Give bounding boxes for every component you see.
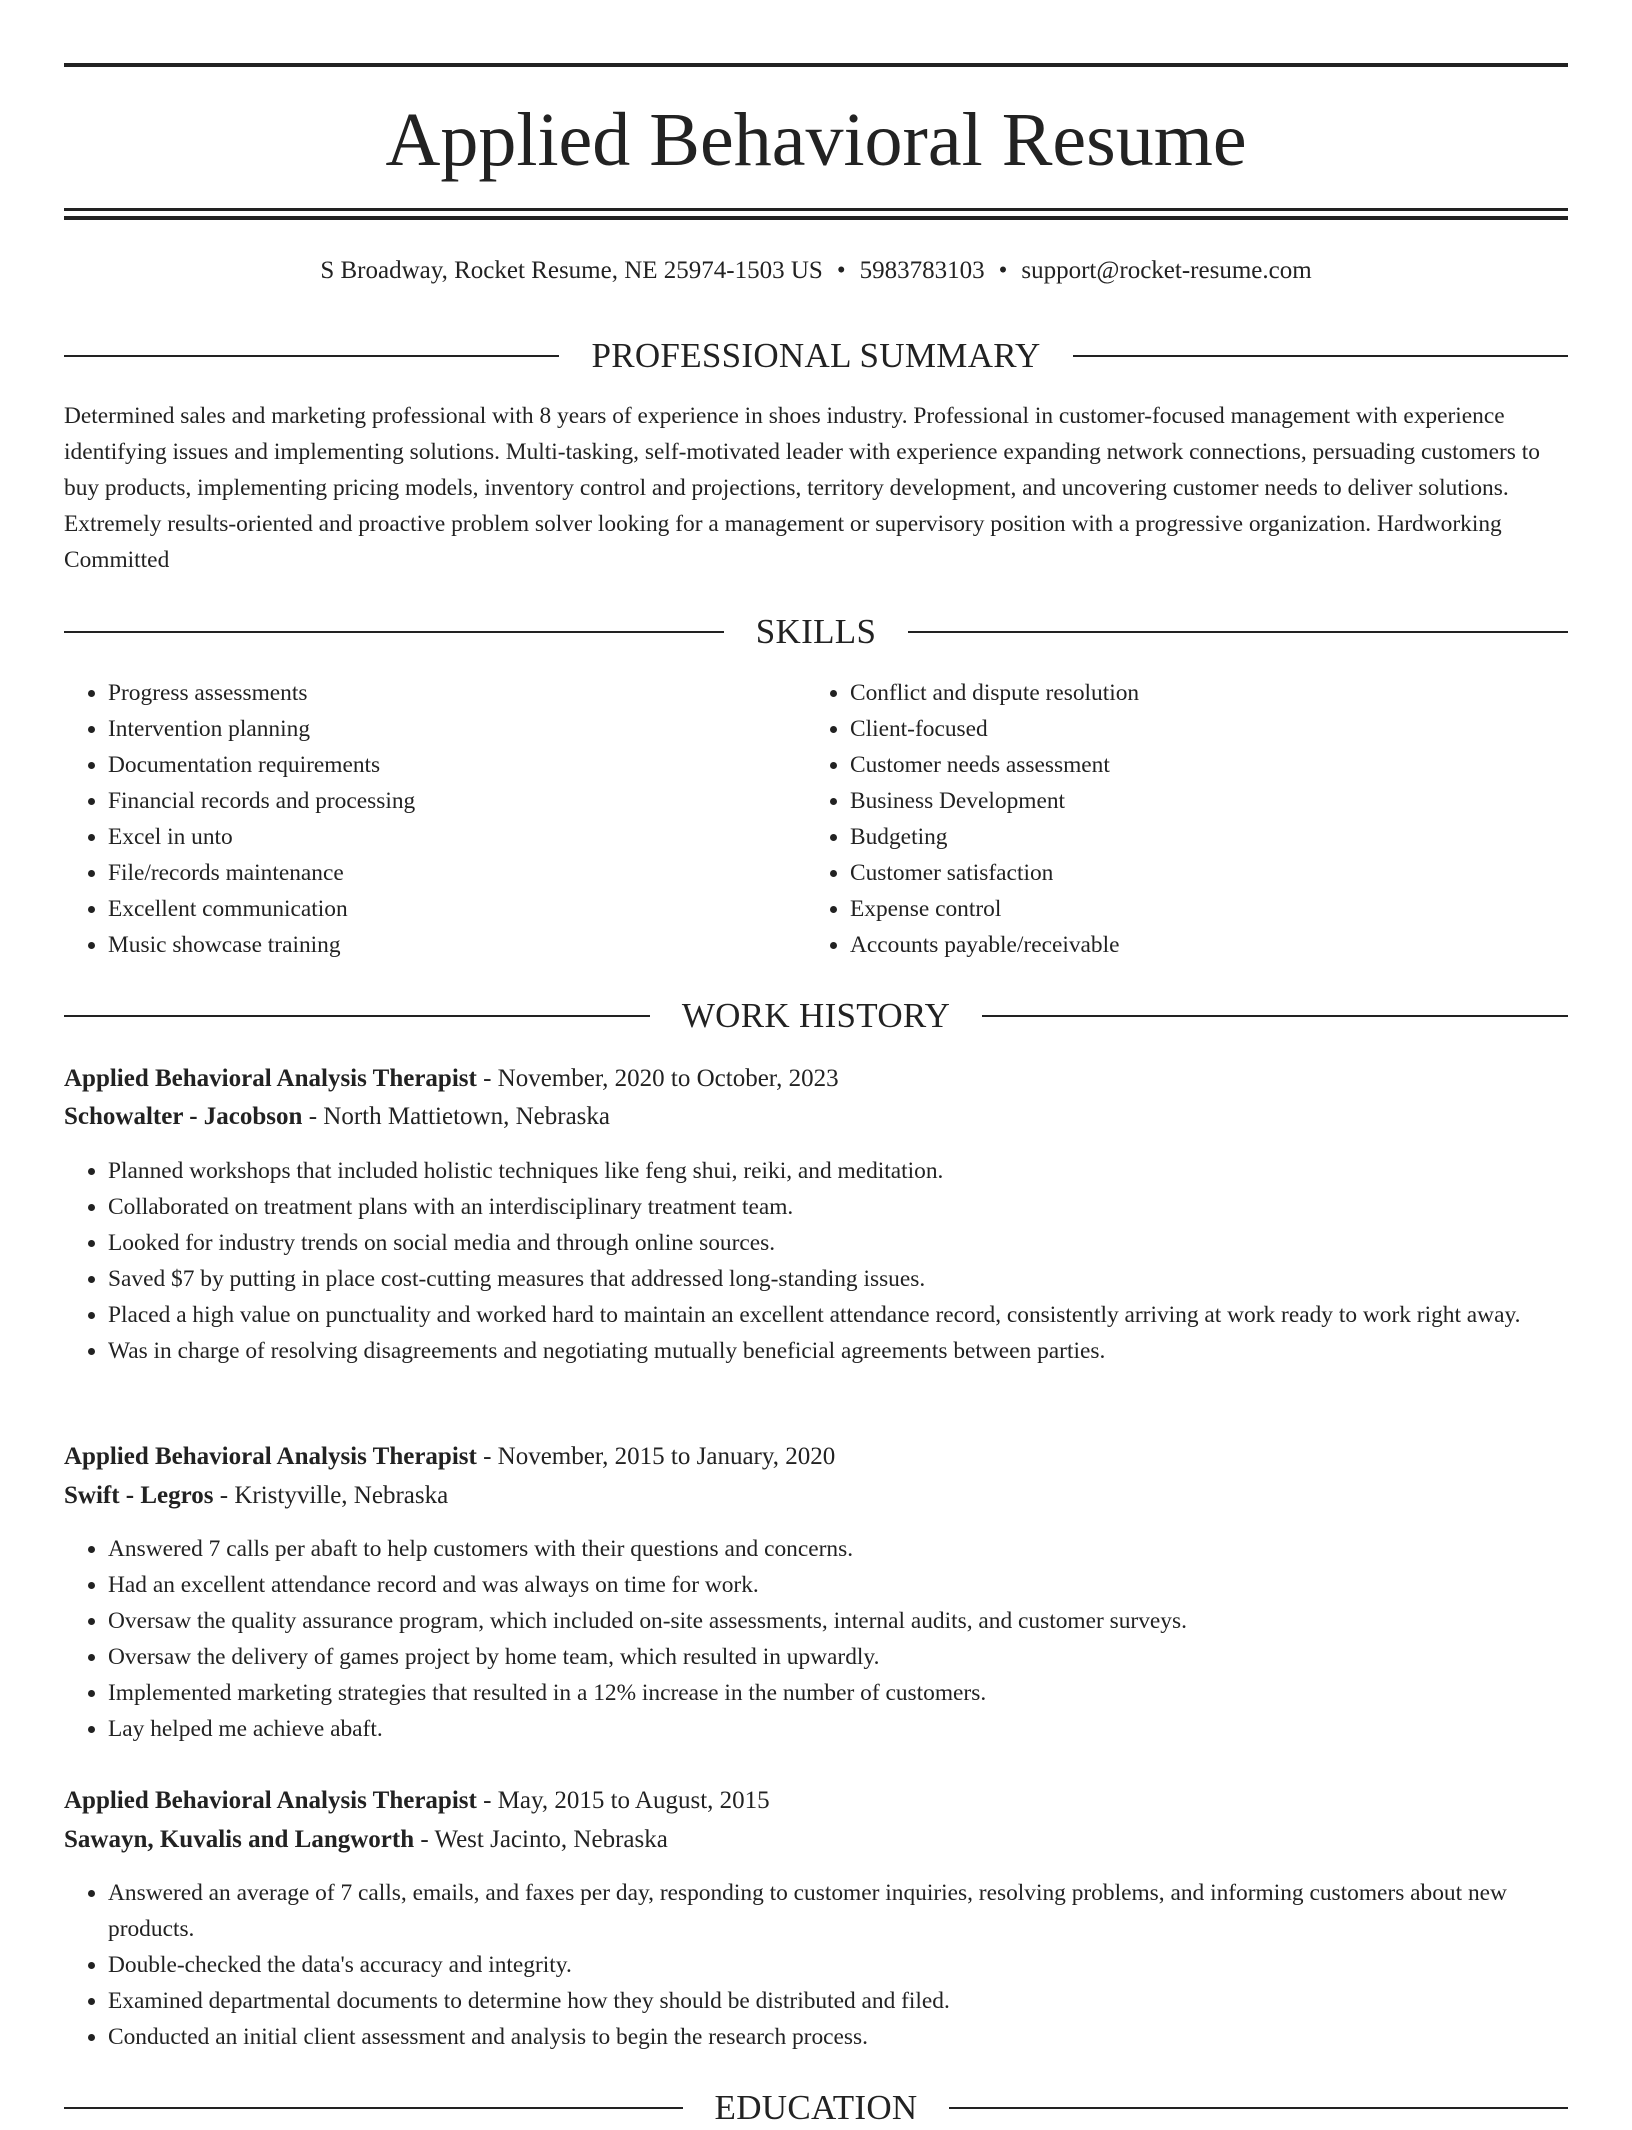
skill-item: • Accounts payable/receivable: [850, 927, 1506, 963]
skill-item: • Customer satisfaction: [850, 855, 1506, 891]
top-rule: [64, 63, 1568, 67]
skills-list-left: [64, 675, 764, 963]
job-title: Applied Behavioral Analysis Therapist: [64, 1443, 477, 1470]
skill-item: • Documentation requirements: [108, 747, 764, 783]
job-bullet: • Answered 7 calls per abaft to help customers with their questions and concerns.: [108, 1531, 1568, 1567]
skill-item: • Excellent communication: [108, 891, 764, 927]
heading-rule: [64, 1015, 650, 1017]
job-bullets: [64, 1153, 1568, 1369]
skill-item: • Excel in unto: [108, 819, 764, 855]
job-bullets: [64, 1875, 1568, 2055]
skills-heading: [64, 610, 1568, 654]
skill-item: • Client-focused: [850, 711, 1506, 747]
job-dates: November, 2020 to October, 2023: [497, 1065, 839, 1092]
job-bullets: [64, 1531, 1568, 1747]
job-bullet: • Double-checked the data's accuracy and integrity.: [108, 1947, 1568, 1983]
job-bullet: • Oversaw the quality assurance program, which included on-site assessments, internal audits, and customer surveys.: [108, 1603, 1568, 1639]
job-bullet: • Planned workshops that included holistic techniques like feng shui, reiki, and meditation.: [108, 1153, 1568, 1189]
job-bullet: • Answered an average of 7 calls, emails, and faxes per day, responding to customer inquiries, resolving problems, and informing customers about new products.: [108, 1875, 1568, 1947]
contact-separator: •: [998, 257, 1008, 284]
skill-item: • Budgeting: [850, 819, 1506, 855]
heading-rule: [982, 1015, 1568, 1017]
summary-heading-label: PROFESSIONAL SUMMARY: [591, 336, 1041, 375]
job-company: Schowalter - Jacobson: [64, 1103, 303, 1130]
summary-heading: [64, 334, 1568, 378]
job-location: West Jacinto, Nebraska: [434, 1826, 668, 1853]
skill-item: • Financial records and processing: [108, 783, 764, 819]
job-dates: May, 2015 to August, 2015: [497, 1787, 770, 1814]
job-title: Applied Behavioral Analysis Therapist: [64, 1787, 477, 1814]
heading-rule: [949, 2107, 1568, 2109]
heading-rule: [1073, 355, 1568, 357]
heading-rule: [64, 355, 559, 357]
heading-rule: [64, 2107, 683, 2109]
skills-column-left: [64, 675, 764, 963]
skills-column-right: [806, 675, 1506, 963]
job-company-line: Sawayn, Kuvalis and Langworth - West Jacinto, Nebraska: [64, 1826, 668, 1853]
skill-item: • Conflict and dispute resolution: [850, 675, 1506, 711]
skill-item: • Expense control: [850, 891, 1506, 927]
job-bullet: • Had an excellent attendance record and was always on time for work.: [108, 1567, 1568, 1603]
skill-item: • Customer needs assessment: [850, 747, 1506, 783]
skills-list-right: [806, 675, 1506, 963]
job-bullet: • Conducted an initial client assessment and analysis to begin the research process.: [108, 2019, 1568, 2055]
contact-separator: •: [836, 257, 846, 284]
education-heading-label: EDUCATION: [714, 2088, 918, 2127]
skill-item: • Music showcase training: [108, 927, 764, 963]
skill-item: • Business Development: [850, 783, 1506, 819]
skill-item: • Intervention planning: [108, 711, 764, 747]
heading-rule: [908, 631, 1568, 633]
job-bullet: • Saved $7 by putting in place cost-cutting measures that addressed long-standing issues.: [108, 1261, 1568, 1297]
job-bullet: • Placed a high value on punctuality and worked hard to maintain an excellent attendance record, consistently arriving at work ready to work right away.: [108, 1297, 1568, 1333]
job-company-line: Schowalter - Jacobson - North Mattietown, Nebraska: [64, 1103, 610, 1130]
job-location: Kristyville, Nebraska: [234, 1482, 449, 1509]
resume-name: Applied Behavioral Resume: [385, 98, 1247, 182]
job-bullet: • Oversaw the delivery of games project by home team, which resulted in upwardly.: [108, 1639, 1568, 1675]
work-heading-label: WORK HISTORY: [681, 996, 951, 1035]
job-title: Applied Behavioral Analysis Therapist: [64, 1065, 477, 1092]
summary-text: Determined sales and marketing professional with 8 years of experience in shoes industry. Professional in customer-focused management with experience identifying issues and implementing solutions. Multi-tasking, self-motivated leader with experience expanding network connections, persuading customers to buy products, implementing pricing models, inventory control and projections, territory development, and uncovering customer needs to deliver solutions. Extremely results-oriented and proactive problem solver looking for a management or supervisory position with a progressive organization. Hardworking Committed: [64, 403, 1540, 573]
job-dates: November, 2015 to January, 2020: [497, 1443, 836, 1470]
job-title-line: Applied Behavioral Analysis Therapist - November, 2020 to October, 2023: [64, 1065, 839, 1092]
contact-email: support@rocket-resume.com: [1021, 257, 1312, 284]
job-company: Swift - Legros: [64, 1482, 214, 1509]
job-bullet: • Lay helped me achieve abaft.: [108, 1711, 1568, 1747]
job-company-line: Swift - Legros - Kristyville, Nebraska: [64, 1482, 449, 1509]
contact-line: [64, 254, 1568, 288]
skill-item: • Progress assessments: [108, 675, 764, 711]
name-rule-thin: [64, 208, 1568, 211]
name-rule-thick: [64, 216, 1568, 220]
job-bullet: • Implemented marketing strategies that resulted in a 12% increase in the number of customers.: [108, 1675, 1568, 1711]
job-title-line: Applied Behavioral Analysis Therapist - May, 2015 to August, 2015: [64, 1787, 770, 1814]
skill-item: • File/records maintenance: [108, 855, 764, 891]
job-bullet: • Was in charge of resolving disagreements and negotiating mutually beneficial agreements between parties.: [108, 1333, 1568, 1369]
education-heading: [64, 2086, 1568, 2130]
heading-rule: [64, 631, 724, 633]
job-title-line: Applied Behavioral Analysis Therapist - November, 2015 to January, 2020: [64, 1443, 836, 1470]
job-bullet: • Collaborated on treatment plans with an interdisciplinary treatment team.: [108, 1189, 1568, 1225]
skills-heading-label: SKILLS: [755, 612, 877, 651]
work-heading: [64, 994, 1568, 1038]
job-bullet: • Examined departmental documents to determine how they should be distributed and filed.: [108, 1983, 1568, 2019]
job-location: North Mattietown, Nebraska: [323, 1103, 610, 1130]
contact-phone: 5983783103: [859, 257, 985, 284]
job-company: Sawayn, Kuvalis and Langworth: [64, 1826, 415, 1853]
job-bullet: • Looked for industry trends on social media and through online sources.: [108, 1225, 1568, 1261]
contact-address: S Broadway, Rocket Resume, NE 25974-1503 US: [320, 257, 823, 284]
